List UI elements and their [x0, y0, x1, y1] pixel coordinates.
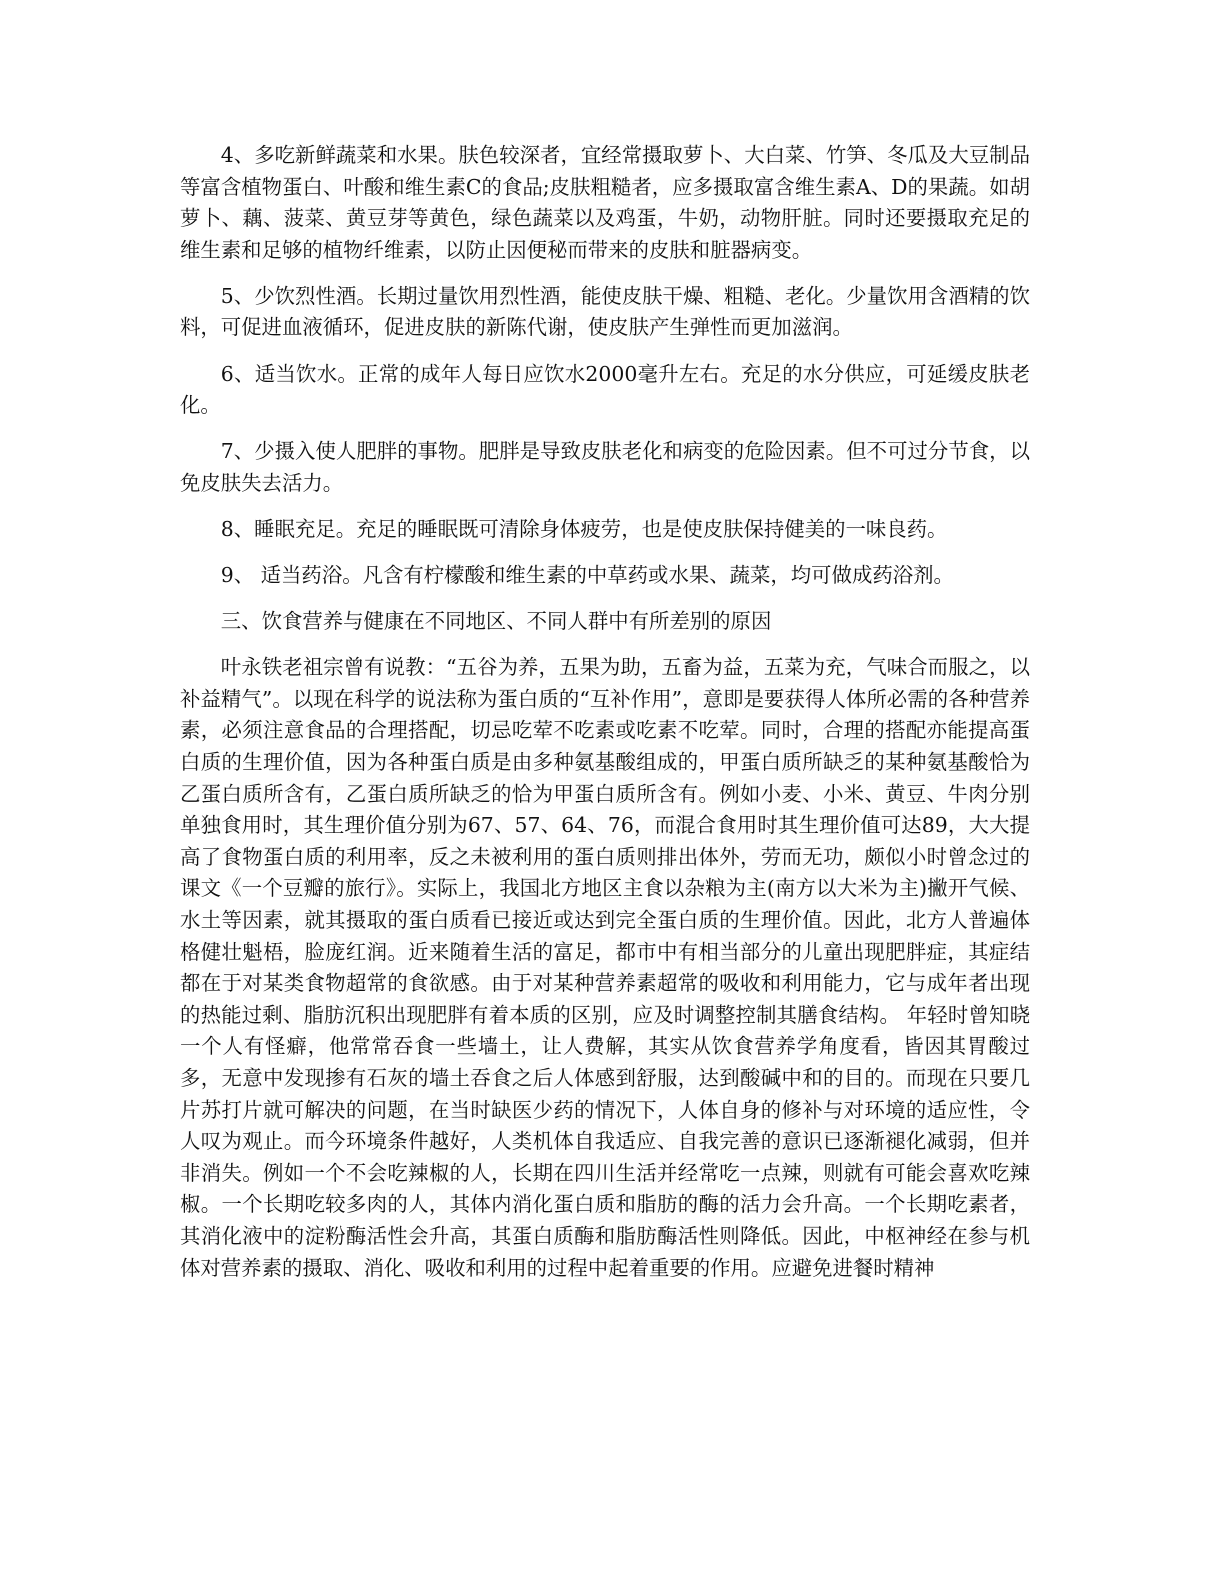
- paragraph-sleep: 8、睡眠充足。充足的睡眠既可清除身体疲劳，也是使皮肤保持健美的一味良药。: [220, 516, 948, 541]
- paragraph-alcohol: 5、少饮烈性酒。长期过量饮用烈性酒，能使皮肤干燥、粗糙、老化。少量饮用含酒精的饮料，可促进血液循环，促进皮肤的新陈代谢，使皮肤产生弹性而更加滋润。: [180, 283, 1030, 340]
- document-page: [180, 140, 1030, 1284]
- paragraph-nutrition-body: 叶永铁老祖宗曾有说教：“五谷为养，五果为助，五畜为益，五菜为充，气味合而服之，以补益精气”。以现在科学的说法称为蛋白质的“互补作用”，意即是要获得人体所必需的各种营养素，必须注意食品的合理搭配，切忌吃荤不吃素或吃素不吃荤。同时，合理的搭配亦能提高蛋白质的生理价值，因为各种蛋白质是由多种氨基酸组成的，甲蛋白质所缺乏的某种氨基酸恰为乙蛋白质所含有，乙蛋白质所缺乏的恰为甲蛋白质所含有。例如小麦、小米、黄豆、牛肉分别单独食用时，其生理价值分别为67、57、64、76，而混合食用时其生理价值可达89，大大提高了食物蛋白质的利用率，反之未被利用的蛋白质则排出体外，劳而无功，颇似小时曾念过的课文《一个豆瓣的旅行》。实际上，我国北方地区主食以杂粮为主(南方以大米为主)撇开气候、水土等因素，就其摄取的蛋白质看已接近或达到完全蛋白质的生理价值。因此，北方人普遍体格健壮魁梧，脸庞红润。近来随着生活的富足，都市中有相当部分的儿童出现肥胖症，其症结都在于对某类食物超常的食欲感。由于对某种营养素超常的吸收和利用能力，它与成年者出现的热能过剩、脂肪沉积出现肥胖有着本质的区别，应及时调整控制其膳食结构。 年轻时曾知晓一个人有怪癖，他常常吞食一些墙土，让人费解，其实从饮食营养学角度看，皆因其胃酸过多，无意中发现掺有石灰的墙土吞食之后人体感到舒服，达到酸碱中和的目的。而现在只要几片苏打片就可解决的问题，在当时缺医少药的情况下，人体自身的修补与对环境的适应性，令人叹为观止。而今环境条件越好，人类机体自我适应、自我完善的意识已逐渐褪化减弱，但并非消失。例如一个不会吃辣椒的人，长期在四川生活并经常吃一点辣，则就有可能会喜欢吃辣椒。一个长期吃较多肉的人，其体内消化蛋白质和脂肪的酶的活力会升高。一个长期吃素者，其消化液中的淀粉酶活性会升高，其蛋白质酶和脂肪酶活性则降低。因此，中枢神经在参与机体对营养素的摄取、消化、吸收和利用的过程中起着重要的作用。应避免进餐时精神: [180, 655, 1030, 1280]
- paragraph-water: 6、适当饮水。正常的成年人每日应饮水2000毫升左右。充足的水分供应，可延缓皮肤老化。: [180, 361, 1030, 418]
- paragraph-fruit-vegetables: 4、多吃新鲜蔬菜和水果。肤色较深者，宜经常摄取萝卜、大白菜、竹笋、冬瓜及大豆制品等富含植物蛋白、叶酸和维生素C的食品;皮肤粗糙者，应多摄取富含维生素A、D的果蔬。如胡萝卜、藕、菠菜、黄豆芽等黄色，绿色蔬菜以及鸡蛋，牛奶，动物肝脏。同时还要摄取充足的维生素和足够的植物纤维素，以防止因便秘而带来的皮肤和脏器病变。: [180, 143, 1030, 262]
- paragraph-obesity: 7、少摄入使人肥胖的事物。肥胖是导致皮肤老化和病变的危险因素。但不可过分节食，以免皮肤失去活力。: [180, 439, 1030, 495]
- section-heading: 三、饮食营养与健康在不同地区、不同人群中有所差别的原因: [220, 609, 772, 634]
- paragraph-herbal-bath: 9、 适当药浴。凡含有柠檬酸和维生素的中草药或水果、蔬菜，均可做成药浴剂。: [220, 563, 954, 588]
